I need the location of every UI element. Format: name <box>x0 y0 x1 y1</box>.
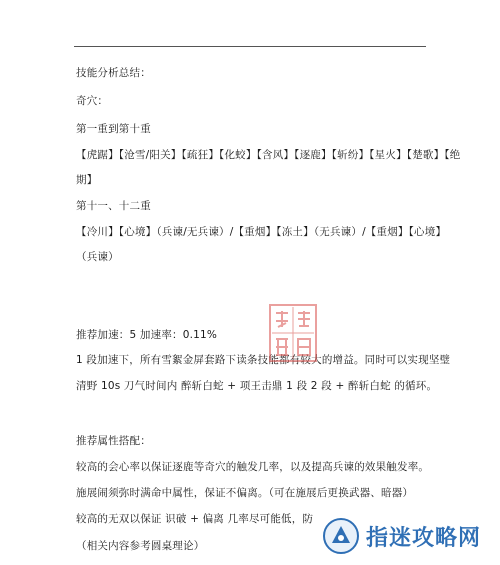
zhimi-logo-icon <box>322 517 360 555</box>
tier-heading-1: 第一重到第十重 <box>76 123 151 135</box>
qixue-heading: 奇穴： <box>76 95 109 107</box>
site-watermark <box>322 516 482 556</box>
qixue-list-2-cont: （兵谏） <box>76 251 119 263</box>
tier-heading-2: 第十一、十二重 <box>76 200 151 212</box>
attr-note: （相关内容参考圆桌理论） <box>76 540 205 552</box>
haste-paragraph-1: 1 段加速下，所有雪絮金屏套路下读条技能都有较大的增益。同时可以实现坚璧 <box>76 354 451 366</box>
qixue-list-2: 【冷川】【心境】（兵谏/无兵谏）/【重烟】【冻土】（无兵谏）/【重烟】【心境】 <box>76 226 447 238</box>
top-rule <box>74 46 426 47</box>
attr-crit: 较高的会心率以保证逐鹿等奇穴的触发几率，以及提高兵谏的效果触发率。 <box>76 461 430 473</box>
red-seal-stamp-icon <box>268 303 318 363</box>
attr-hit: 施展闹须弥时满命中属性，保证不偏离。（可在施展后更换武器、暗器） <box>76 487 414 499</box>
attr-overcome: 较高的无双以保证 识破 + 偏离 几率尽可能低，防 <box>76 513 314 525</box>
haste-paragraph-2: 清野 10s 刀气时间内 醉斩白蛇 + 项王击鼎 1 段 2 段 + 醉斩白蛇 的循环。 <box>76 380 438 392</box>
section-title: 技能分析总结： <box>76 67 151 79</box>
qixue-list-1: 【虎踞】【沧雪/阳关】【疏狂】【化蛟】【含风】【逐鹿】【斩纷】【星火】【楚歌】【绝 <box>76 149 461 161</box>
attr-heading: 推荐属性搭配： <box>76 435 151 447</box>
haste-recommend: 推荐加速：5 加速率：0.11% <box>76 329 218 341</box>
qixue-list-1-cont: 期】 <box>76 174 98 186</box>
watermark-text: 指迷攻略网 <box>366 525 482 551</box>
